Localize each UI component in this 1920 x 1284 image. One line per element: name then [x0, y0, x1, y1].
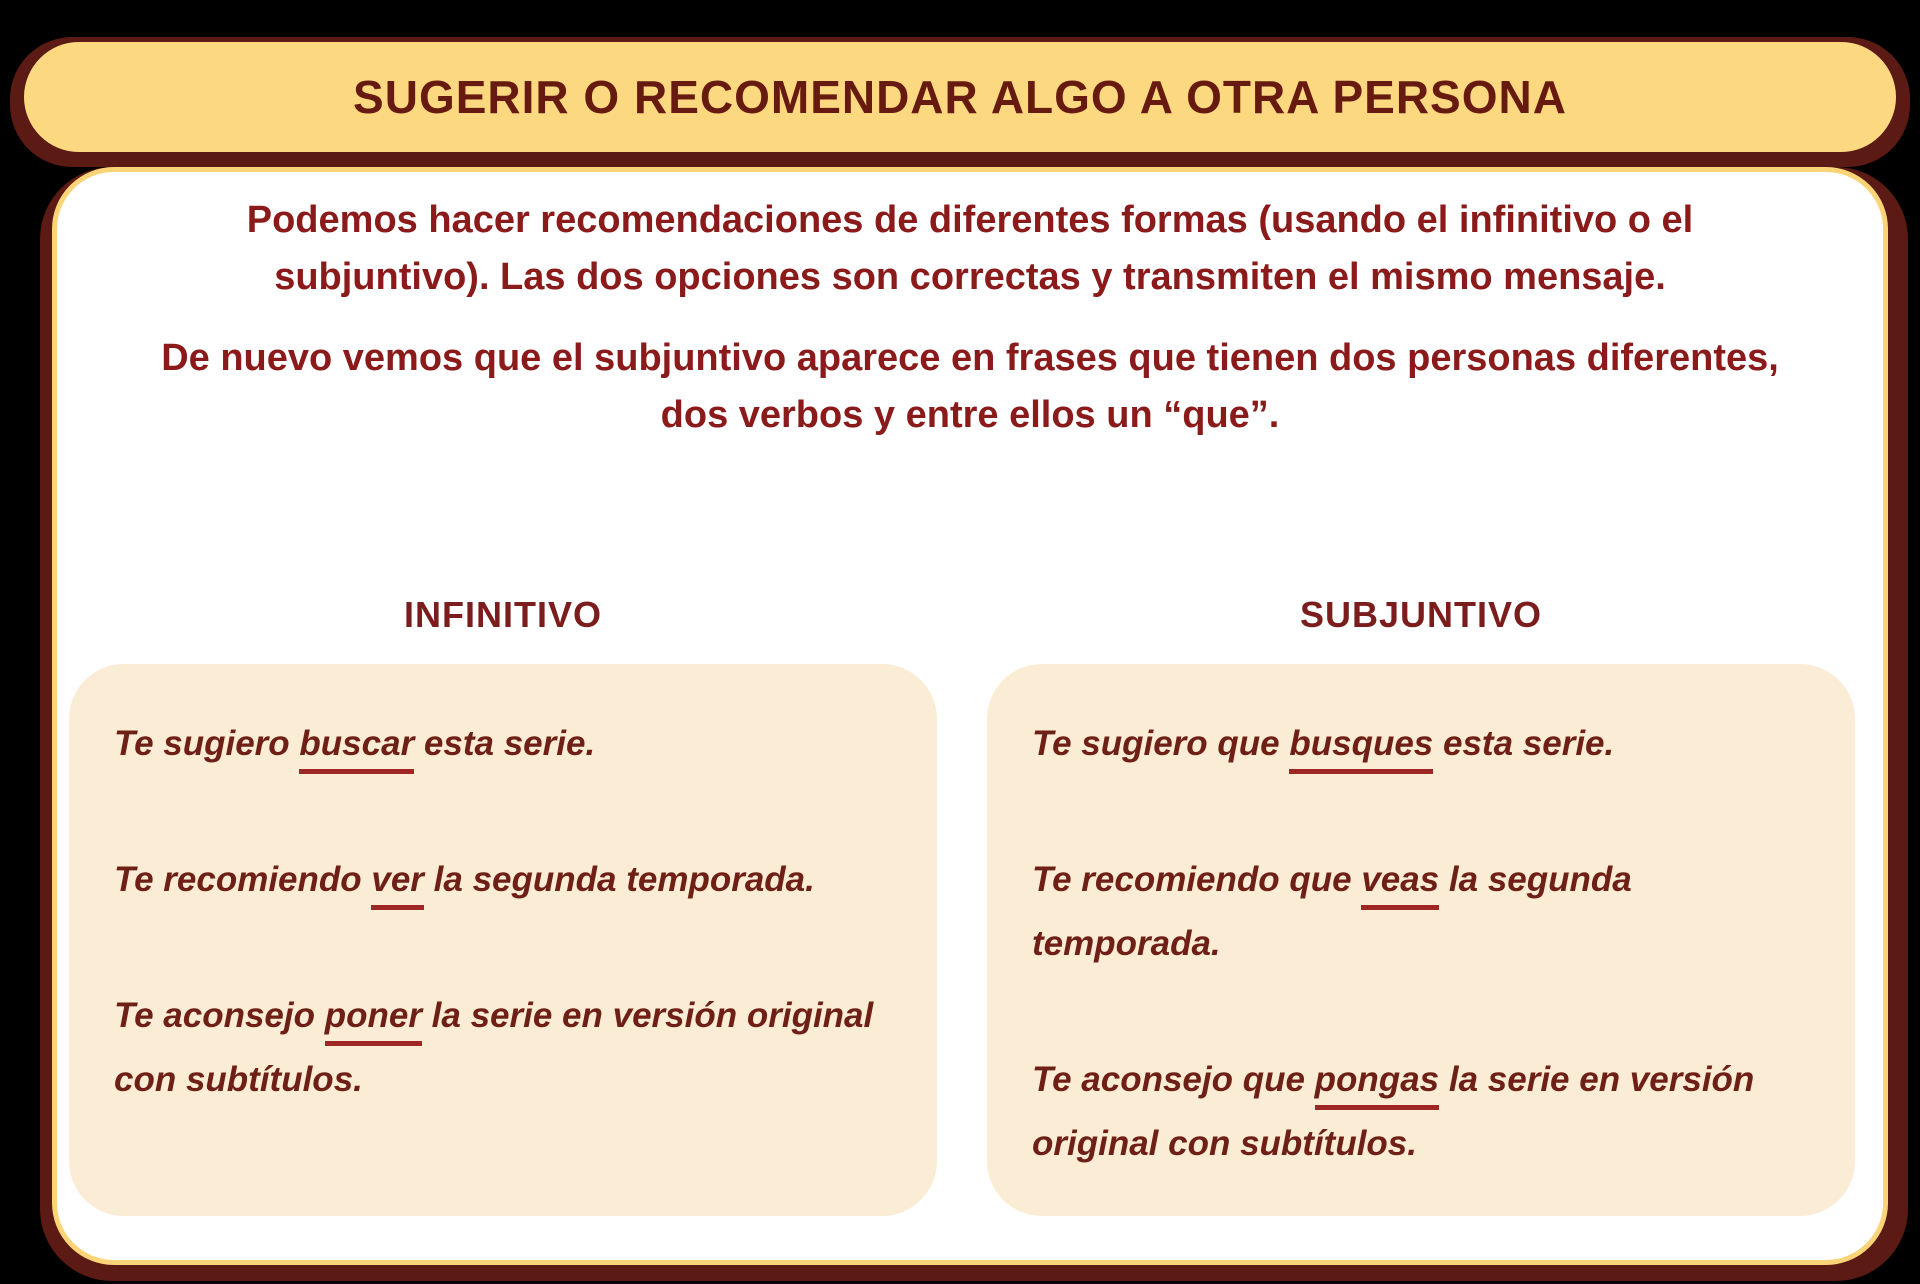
sentence-end: la segunda temporada.: [423, 860, 815, 899]
content-card: [52, 167, 1888, 1265]
underlined-verb: busques: [1289, 724, 1433, 774]
content-card-shadow: [40, 167, 1908, 1281]
page-title: SUGERIR O RECOMENDAR ALGO A OTRA PERSONA: [353, 71, 1567, 123]
columns-row: [69, 594, 1855, 1216]
sentence-start: Te aconsejo: [114, 996, 325, 1035]
example-sentence: [1032, 848, 1802, 976]
sentence-end: esta serie.: [1433, 724, 1615, 763]
sentence-end: la segunda temporada.: [1032, 860, 1632, 963]
title-banner: [10, 37, 1910, 167]
example-sentence: [114, 984, 884, 1112]
intro-paragraph-1: Podemos hacer recomendaciones de diferentes formas (usando el infinitivo o el subjuntivo). Las dos opciones son correctas y transmiten el mismo mensaje.: [246, 199, 1694, 298]
sentence-start: Te sugiero que: [1032, 724, 1290, 763]
underlined-verb: veas: [1361, 860, 1439, 910]
example-box-infinitivo: [69, 664, 937, 1216]
column-subjuntivo: [987, 594, 1855, 1216]
underlined-verb: buscar: [299, 724, 414, 774]
column-infinitivo: [69, 594, 937, 1216]
sentence-start: Te recomiendo: [114, 860, 372, 899]
example-box-subjuntivo: [987, 664, 1855, 1216]
sentence-start: Te aconsejo que: [1032, 1060, 1315, 1099]
column-header-infinitivo: INFINITIVO: [404, 594, 602, 635]
underlined-verb: pongas: [1315, 1060, 1439, 1110]
example-sentence: [114, 848, 884, 912]
underlined-verb: ver: [371, 860, 424, 910]
example-sentence: [1032, 1048, 1802, 1176]
column-header-subjuntivo: SUBJUNTIVO: [1299, 594, 1543, 635]
sentence-end: la serie en versión original con subtítulos.: [1032, 1060, 1755, 1163]
sentence-start: Te recomiendo que: [1032, 860, 1362, 899]
example-sentence: [1032, 712, 1802, 776]
sentence-end: la serie en versión original con subtítulos.: [114, 996, 874, 1099]
title-banner-inner: [24, 42, 1896, 152]
sentence-end: esta serie.: [414, 724, 596, 763]
sentence-start: Te sugiero: [114, 724, 300, 763]
underlined-verb: poner: [325, 996, 422, 1046]
example-sentence: [114, 712, 884, 776]
intro-paragraph-2: De nuevo vemos que el subjuntivo aparece en frases que tienen dos personas diferentes, dos verbos y entre ellos un “que”.: [161, 337, 1779, 436]
